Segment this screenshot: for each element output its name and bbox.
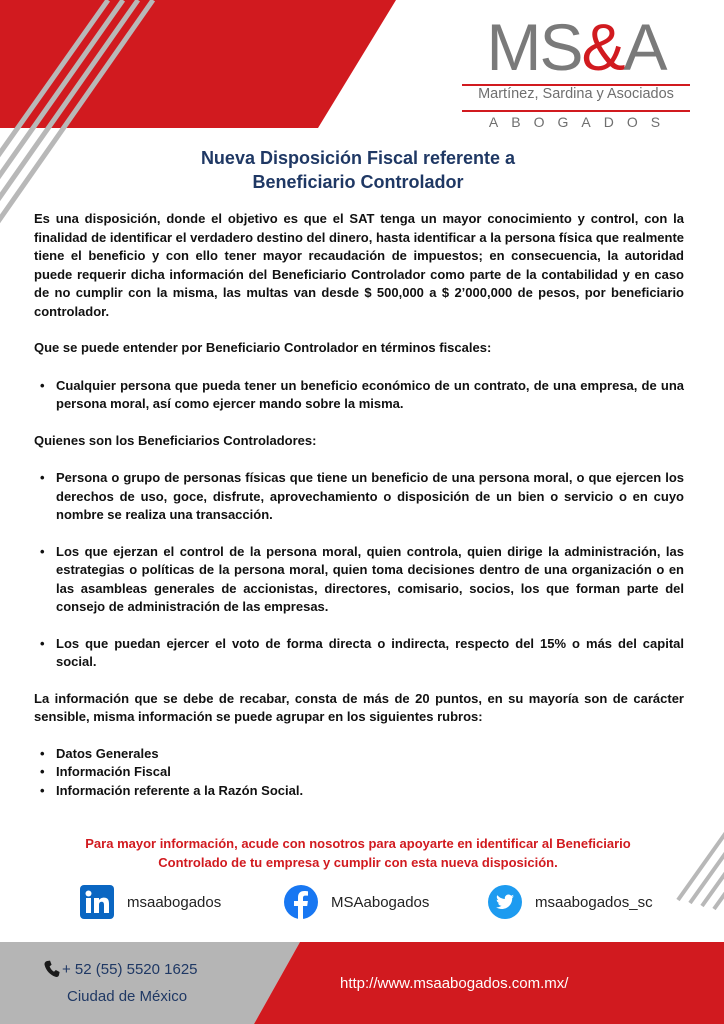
facebook-handle: MSAabogados — [331, 893, 430, 911]
document-title — [120, 146, 596, 194]
section-heading: Que se puede entender por Beneficiario Controlador en términos fiscales: — [34, 340, 492, 355]
controllers-list — [34, 469, 684, 525]
twitter-icon — [488, 885, 522, 919]
footer-city: Ciudad de México — [67, 988, 188, 1005]
footer-phone[interactable] — [44, 960, 198, 978]
document-body — [34, 210, 684, 800]
twitter-handle: msaabogados_sc — [535, 893, 653, 911]
section-heading: Quienes son los Beneficiarios Controladores: — [34, 432, 317, 448]
rubros-list — [34, 745, 684, 801]
list-item: • Los que ejerzan el control de la persona moral, quien controla, quien dirige la administración, las estrategias o políticas de la persona moral, quien toma decisiones dentro de una organización o en las asambleas generales de accionistas, directores, comisario, socios, los que forman parte del consejo de administración de las empresas. — [56, 543, 684, 617]
list-item: • Los que puedan ejercer el voto de forma directa o indirecta, respecto del 15% o más del capital social. — [56, 635, 684, 672]
footer-gray-block — [0, 942, 300, 1024]
logo-mark: MS&A — [486, 10, 666, 84]
website-link[interactable]: http://www.msaabogados.com.mx/ — [340, 975, 569, 992]
list-item: • Información Fiscal — [56, 763, 684, 782]
cta-line: Para mayor información, acude con nosotros para apoyarte en identificar al Beneficiario — [85, 836, 631, 851]
social-twitter[interactable] — [488, 884, 653, 920]
logo-subtitle: ABOGADOS — [488, 114, 674, 130]
linkedin-icon — [80, 885, 114, 919]
list-item: • Datos Generales — [56, 745, 684, 764]
logo-divider — [462, 110, 690, 112]
definition-list — [34, 377, 684, 414]
facebook-icon — [284, 885, 318, 919]
controllers-list — [34, 543, 684, 617]
logo-firm-name: Martínez, Sardina y Asociados — [478, 86, 674, 102]
list-item: • Cualquier persona que pueda tener un beneficio económico de un contrato, de una empresa, de una persona moral, así como ejercer mando sobre la misma. — [56, 377, 684, 414]
social-facebook[interactable] — [284, 884, 429, 920]
cta-line: Controlado de tu empresa y cumplir con esta nueva disposición. — [158, 855, 558, 870]
social-linkedin[interactable] — [80, 884, 221, 920]
title-line: Beneficiario Controlador — [252, 172, 464, 192]
bottom-right-stripes — [678, 810, 724, 909]
list-item: • Persona o grupo de personas físicas que tiene un beneficio de una persona moral, o que ejercen los derechos de uso, goce, disfrute, aprovechamiento o disposición de un bien o servicio o en cuyo nombre se realiza una transacción. — [56, 469, 684, 525]
controllers-list — [34, 635, 684, 672]
linkedin-handle: msaabogados — [127, 893, 222, 911]
list-item: • Información referente a la Razón Social. — [56, 782, 684, 801]
intro-paragraph: Es una disposición, donde el objetivo es que el SAT tenga un mayor conocimiento y control, con la finalidad de identificar el verdadero destino del dinero, hasta identificar a la persona física que realmente tiene el beneficio y con ello tener mayor recaudación de impuestos; en consecuencia, la autoridad puede requerir dicha información del Beneficiario Controlador como parte de la contabilidad y en caso de no cumplir con la misma, las multas van desde $ 500,000 a $ 2’000,000 de pesos, por beneficiario controlador. — [34, 211, 684, 319]
firm-logo — [458, 10, 694, 128]
phone-icon — [44, 960, 60, 978]
info-paragraph: La información que se debe de recabar, consta de más de 20 puntos, en su mayoría son de carácter sensible, misma información se puede agrupar en los siguientes rubros: — [34, 690, 684, 724]
title-line: Nueva Disposición Fiscal referente a — [200, 148, 516, 168]
phone-number: + 52 (55) 5520 1625 — [62, 960, 198, 978]
call-to-action — [60, 834, 656, 872]
